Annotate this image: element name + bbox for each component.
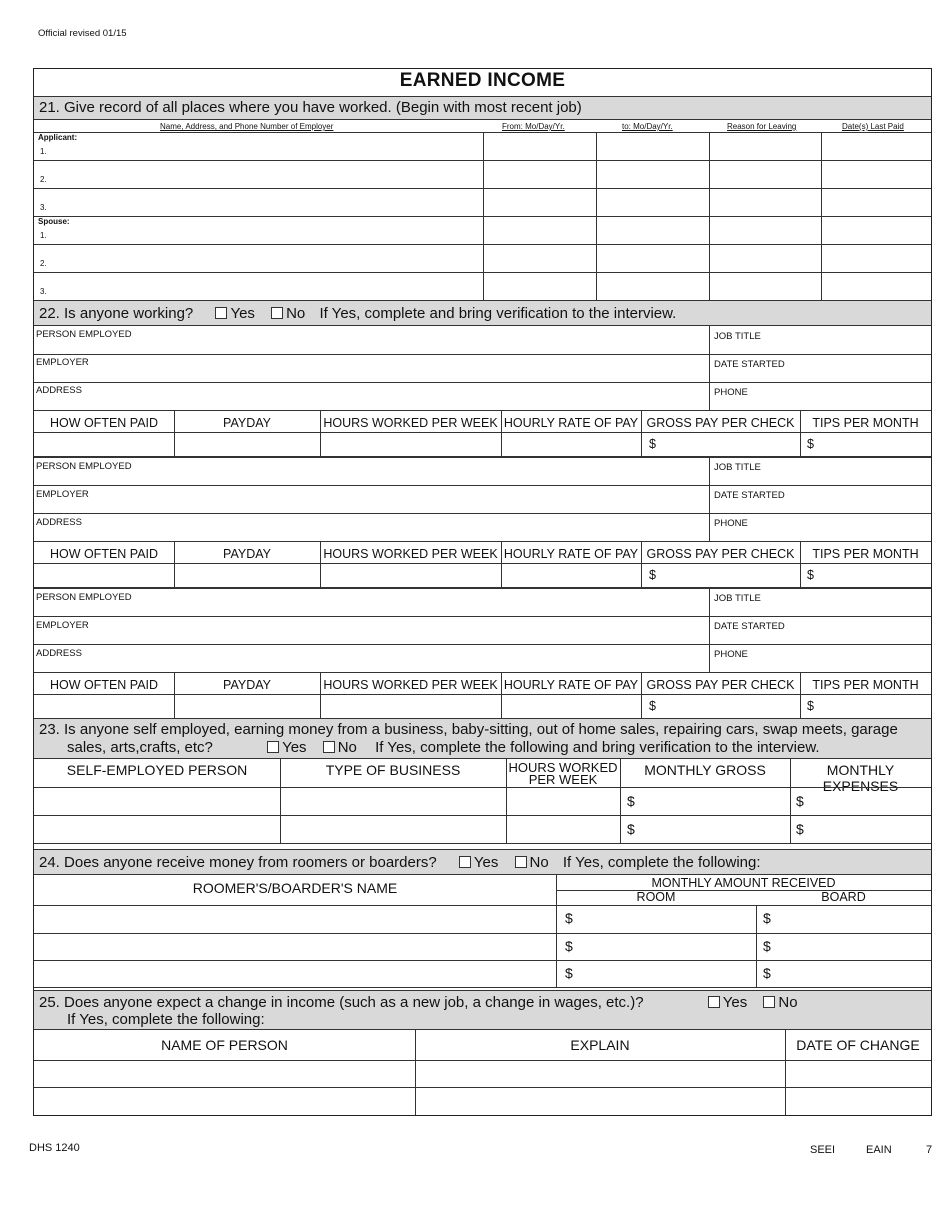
col-hours-worked: HOURS WORKED PER WEEK bbox=[323, 547, 498, 561]
section-22-question: 22. Is anyone working? bbox=[39, 305, 194, 322]
no-checkbox[interactable] bbox=[515, 856, 527, 868]
col-tips: TIPS PER MONTH bbox=[812, 678, 919, 692]
page-title: EARNED INCOME bbox=[399, 70, 566, 91]
spouse-row-2: 2. bbox=[40, 259, 47, 268]
spouse-row-1: 1. bbox=[40, 231, 47, 240]
person-employed-label: PERSON EMPLOYED bbox=[36, 592, 132, 603]
no-label: No bbox=[529, 854, 549, 871]
applicant-label: Applicant: bbox=[38, 133, 78, 142]
yes-label: Yes bbox=[282, 739, 307, 756]
yes-label: Yes bbox=[473, 854, 499, 871]
expenses-currency: $ bbox=[796, 821, 804, 837]
gross-currency: $ bbox=[649, 568, 656, 582]
date-started-label: DATE STARTED bbox=[714, 621, 785, 632]
footer-code-seei: SEEI bbox=[810, 1144, 836, 1156]
col-hours-worked: HOURS WORKED PER WEEK bbox=[323, 678, 498, 692]
section-22-header bbox=[34, 300, 931, 326]
tips-currency: $ bbox=[807, 568, 814, 582]
tips-currency: $ bbox=[807, 699, 814, 713]
date-started-label: DATE STARTED bbox=[714, 490, 785, 501]
job-title-label: JOB TITLE bbox=[714, 331, 761, 342]
form-id: DHS 1240 bbox=[29, 1142, 80, 1154]
col-tips: TIPS PER MONTH bbox=[812, 547, 919, 561]
board-currency: $ bbox=[763, 910, 771, 926]
no-checkbox[interactable] bbox=[323, 741, 335, 753]
tips-currency: $ bbox=[807, 437, 814, 451]
phone-label: PHONE bbox=[714, 387, 748, 398]
col-hours-worked-per-week bbox=[506, 762, 620, 786]
applicant-row-3: 3. bbox=[40, 203, 47, 212]
address-label: ADDRESS bbox=[36, 517, 82, 528]
col-payday: PAYDAY bbox=[223, 547, 271, 561]
section-21-header bbox=[34, 96, 931, 120]
section-25-question-line2: If Yes, complete the following: bbox=[67, 1011, 265, 1028]
col-roomer-name: ROOMER'S/BOARDER'S NAME bbox=[192, 880, 398, 896]
room-currency: $ bbox=[565, 910, 573, 926]
address-label: ADDRESS bbox=[36, 648, 82, 659]
section-25-header bbox=[34, 990, 931, 1030]
job-title-label: JOB TITLE bbox=[714, 593, 761, 604]
date-started-label: DATE STARTED bbox=[714, 359, 785, 370]
person-employed-label: PERSON EMPLOYED bbox=[36, 461, 132, 472]
col-gross-pay: GROSS PAY PER CHECK bbox=[646, 547, 795, 561]
section-25-question-line1: 25. Does anyone expect a change in income (such as a new job, a change in wages, etc.)? bbox=[39, 994, 644, 1011]
col-how-often-paid: HOW OFTEN PAID bbox=[49, 547, 159, 561]
col-room: ROOM bbox=[636, 890, 676, 904]
room-currency: $ bbox=[565, 965, 573, 981]
room-currency: $ bbox=[565, 938, 573, 954]
section-23-instruction: If Yes, complete the following and bring verification to the interview. bbox=[375, 739, 820, 756]
col-name-of-person: NAME OF PERSON bbox=[161, 1037, 288, 1053]
applicant-row-2: 2. bbox=[40, 175, 47, 184]
section-23-header bbox=[34, 718, 931, 759]
col-hours-worked: HOURS WORKED PER WEEK bbox=[323, 416, 498, 430]
col-hourly-rate: HOURLY RATE OF PAY bbox=[503, 547, 639, 561]
col-hourly-rate: HOURLY RATE OF PAY bbox=[503, 416, 639, 430]
section-24-instruction: If Yes, complete the following: bbox=[562, 854, 761, 871]
board-currency: $ bbox=[763, 938, 771, 954]
col-how-often-paid: HOW OFTEN PAID bbox=[49, 678, 159, 692]
no-label: No bbox=[286, 305, 306, 322]
spouse-label: Spouse: bbox=[38, 217, 70, 226]
no-checkbox[interactable] bbox=[271, 307, 283, 319]
col-tips: TIPS PER MONTH bbox=[812, 416, 919, 430]
section-21-question: 21. Give record of all places where you have worked. (Begin with most recent job) bbox=[39, 99, 582, 116]
page-number: 7 bbox=[926, 1144, 933, 1156]
col-to-header: to: Mo/Day/Yr. bbox=[622, 122, 673, 131]
applicant-row-1: 1. bbox=[40, 147, 47, 156]
col-type-of-business: TYPE OF BUSINESS bbox=[325, 762, 461, 778]
col-gross-pay: GROSS PAY PER CHECK bbox=[646, 678, 795, 692]
no-label: No bbox=[778, 994, 798, 1011]
col-payday: PAYDAY bbox=[223, 416, 271, 430]
spouse-row-3: 3. bbox=[40, 287, 47, 296]
col-reason-header: Reason for Leaving bbox=[727, 122, 797, 131]
section-23-question-line1: 23. Is anyone self employed, earning money from a business, baby-sitting, out of home sales, repairing cars, swap meets, garage bbox=[39, 721, 898, 738]
col-hours-line2: PER WEEK bbox=[528, 772, 598, 787]
col-explain: EXPLAIN bbox=[570, 1037, 630, 1053]
col-hourly-rate: HOURLY RATE OF PAY bbox=[503, 678, 639, 692]
section-24-question: 24. Does anyone receive money from roomers or boarders? bbox=[39, 854, 437, 871]
employer-label: EMPLOYER bbox=[36, 620, 89, 631]
col-self-employed-person: SELF-EMPLOYED PERSON bbox=[66, 762, 248, 778]
phone-label: PHONE bbox=[714, 518, 748, 529]
gross-currency: $ bbox=[649, 699, 656, 713]
yes-label: Yes bbox=[722, 994, 748, 1011]
yes-checkbox[interactable] bbox=[215, 307, 227, 319]
employer-label: EMPLOYER bbox=[36, 489, 89, 500]
col-how-often-paid: HOW OFTEN PAID bbox=[49, 416, 159, 430]
col-monthly-amount: MONTHLY AMOUNT RECEIVED bbox=[651, 876, 836, 890]
phone-label: PHONE bbox=[714, 649, 748, 660]
yes-checkbox[interactable] bbox=[459, 856, 471, 868]
col-gross-pay: GROSS PAY PER CHECK bbox=[646, 416, 795, 430]
yes-checkbox[interactable] bbox=[267, 741, 279, 753]
gross-currency: $ bbox=[627, 821, 635, 837]
expenses-currency: $ bbox=[796, 793, 804, 809]
col-monthly-expenses: MONTHLY EXPENSES bbox=[822, 762, 899, 794]
gross-currency: $ bbox=[649, 437, 656, 451]
col-board: BOARD bbox=[821, 890, 866, 904]
col-last-paid-header: Date(s) Last Paid bbox=[842, 122, 904, 131]
col-hours-line1: HOURS WORKED bbox=[508, 760, 618, 775]
gross-currency: $ bbox=[627, 793, 635, 809]
section-22-instruction: If Yes, complete and bring verification to the interview. bbox=[319, 305, 677, 322]
section-24-header bbox=[34, 849, 931, 875]
job-title-label: JOB TITLE bbox=[714, 462, 761, 473]
yes-label: Yes bbox=[230, 305, 255, 322]
no-label: No bbox=[337, 739, 357, 756]
section-23-question-line2: sales, arts,crafts, etc? bbox=[67, 739, 213, 756]
person-employed-label: PERSON EMPLOYED bbox=[36, 329, 132, 340]
col-from-header: From: Mo/Day/Yr. bbox=[502, 122, 565, 131]
yes-checkbox[interactable] bbox=[708, 996, 720, 1008]
footer-code-eain: EAIN bbox=[866, 1144, 892, 1156]
revision-note: Official revised 01/15 bbox=[38, 28, 127, 39]
col-monthly-gross: MONTHLY GROSS bbox=[644, 762, 766, 778]
address-label: ADDRESS bbox=[36, 385, 82, 396]
col-payday: PAYDAY bbox=[223, 678, 271, 692]
board-currency: $ bbox=[763, 965, 771, 981]
no-checkbox[interactable] bbox=[763, 996, 775, 1008]
employer-label: EMPLOYER bbox=[36, 357, 89, 368]
col-date-of-change: DATE OF CHANGE bbox=[796, 1037, 920, 1053]
col-employer-header: Name, Address, and Phone Number of Employer bbox=[160, 122, 334, 131]
